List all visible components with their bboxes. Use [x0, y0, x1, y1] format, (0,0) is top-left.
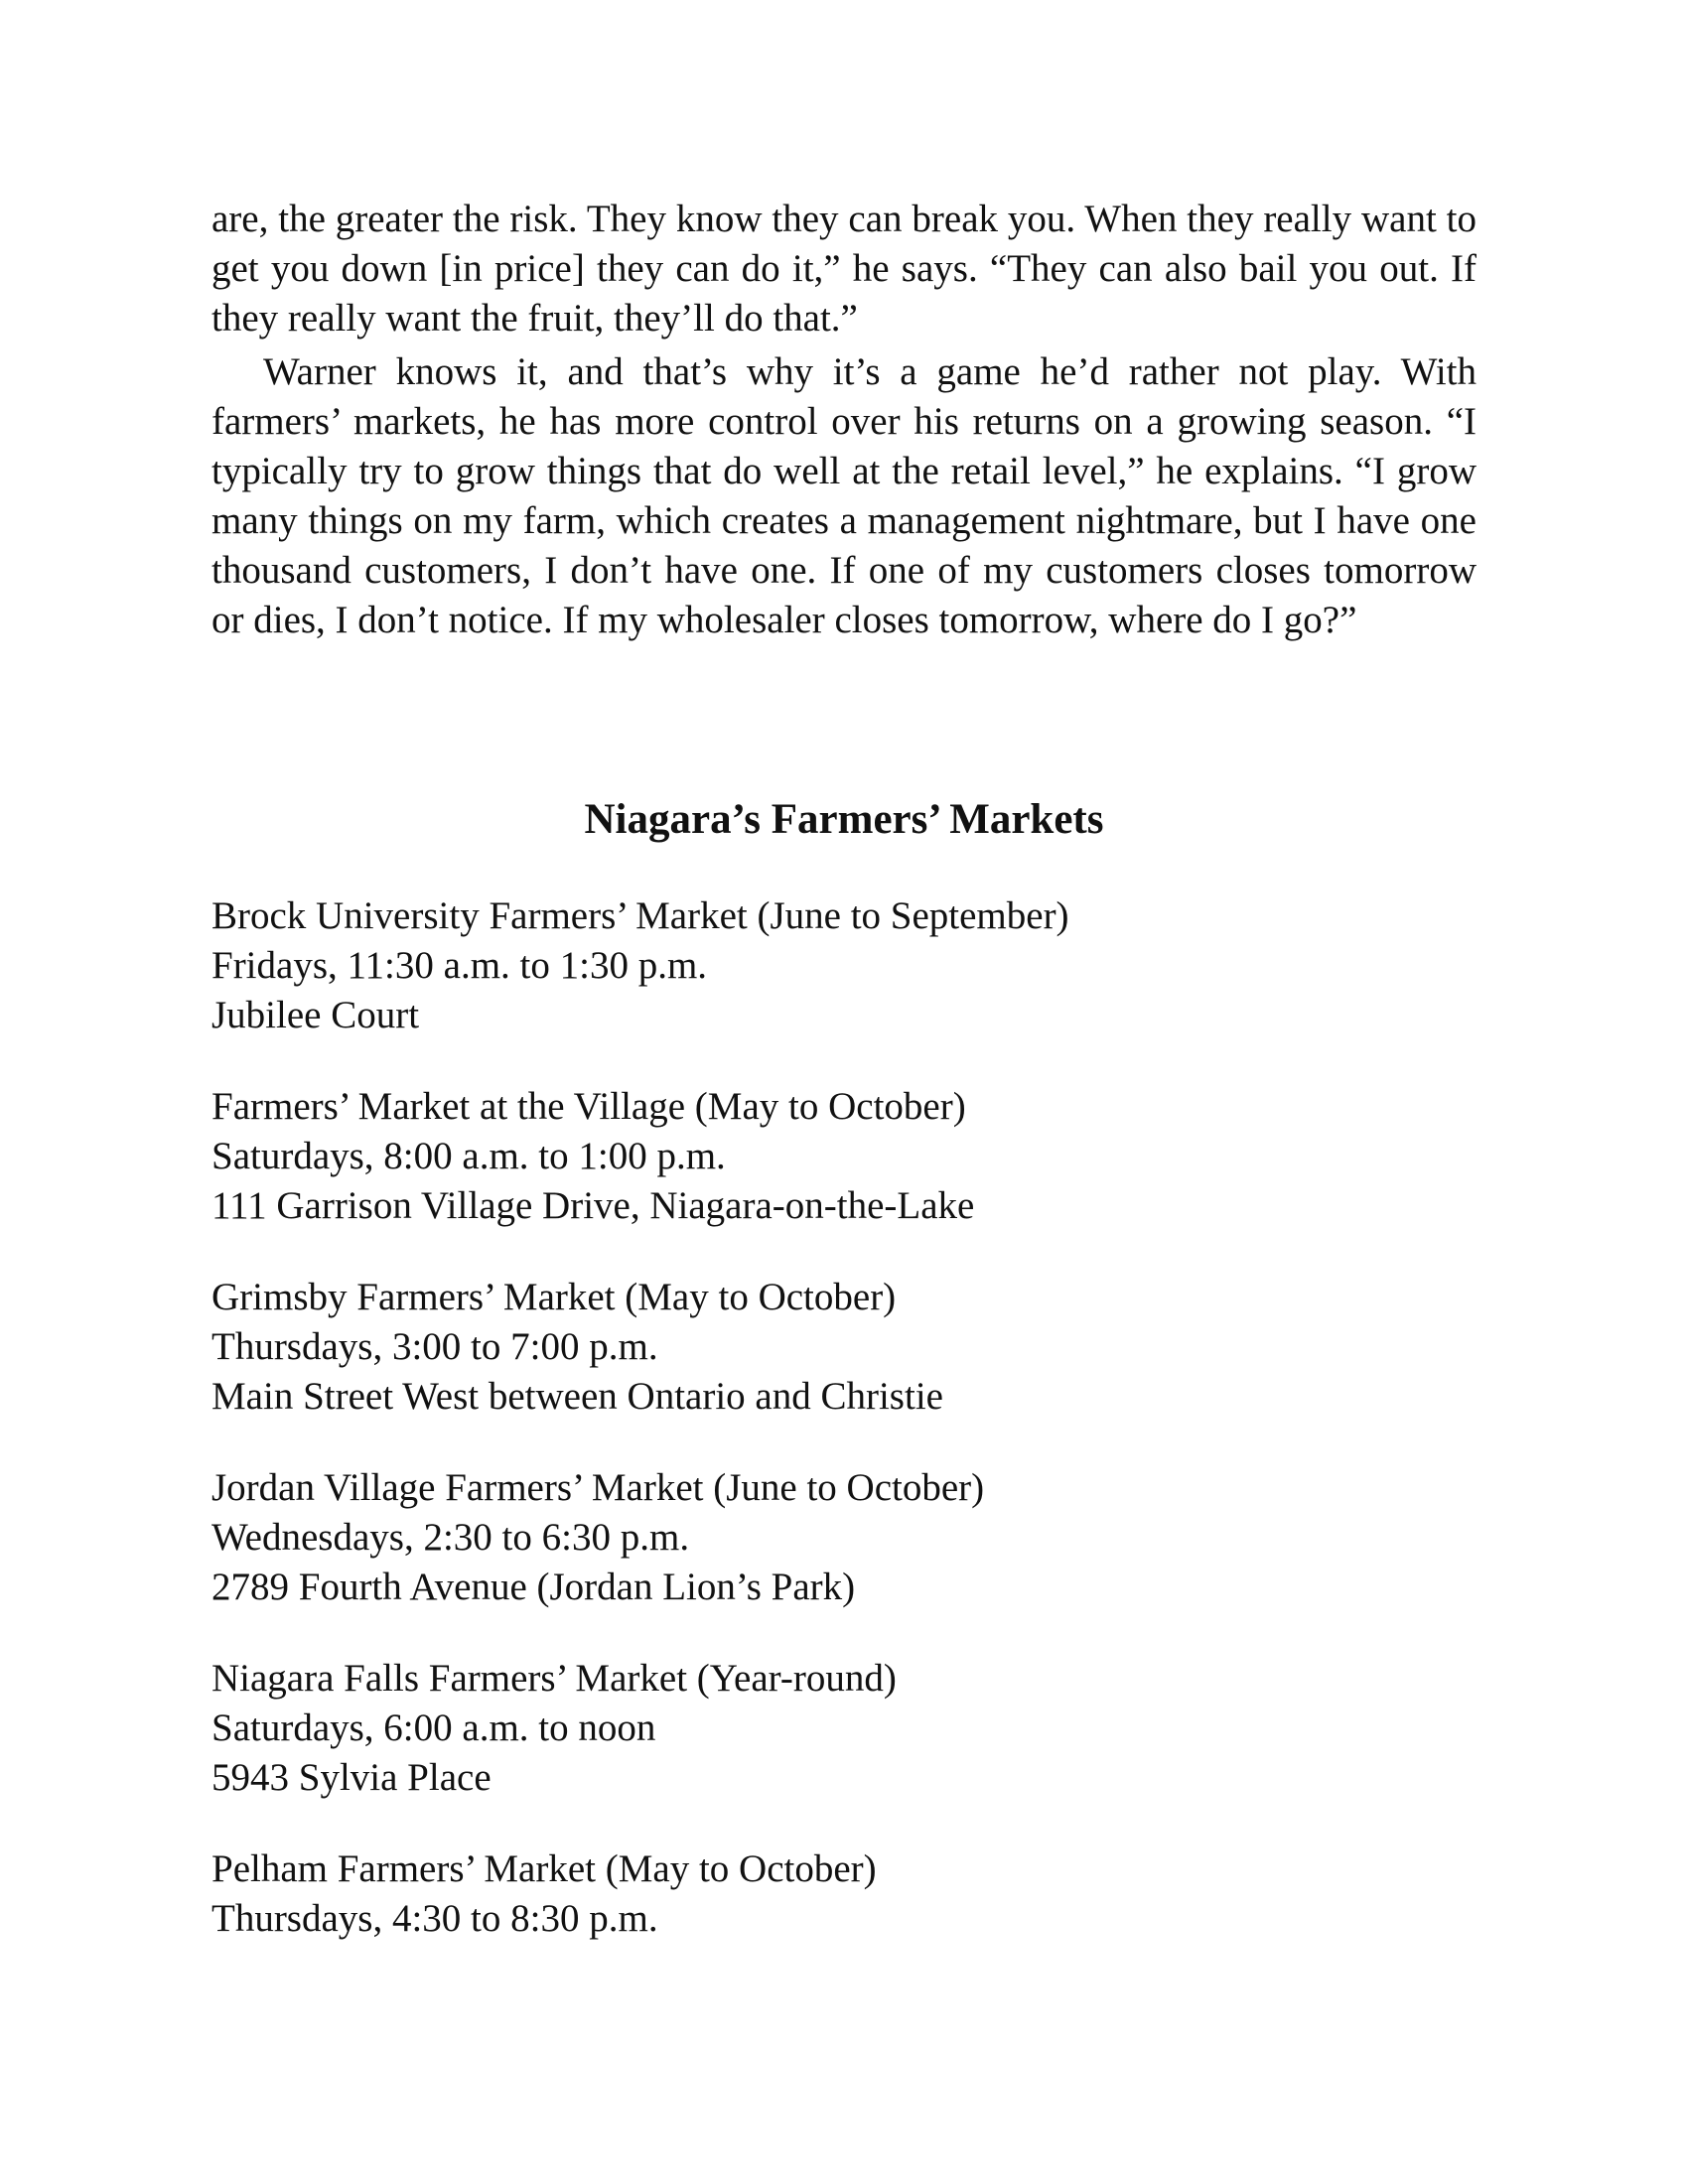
market-entry: [211, 1654, 1477, 1803]
market-name: Pelham Farmers’ Market (May to October): [211, 1847, 877, 1890]
market-name: Brock University Farmers’ Market (June to September): [211, 894, 1069, 937]
market-hours: Saturdays, 8:00 a.m. to 1:00 p.m.: [211, 1135, 726, 1177]
market-entry: [211, 1082, 1477, 1231]
market-entry: [211, 1463, 1477, 1612]
market-hours: Saturdays, 6:00 a.m. to noon: [211, 1706, 656, 1749]
market-location: 111 Garrison Village Drive, Niagara-on-the-Lake: [211, 1184, 975, 1227]
market-entry: [211, 1844, 1477, 1944]
market-hours: Thursdays, 4:30 to 8:30 p.m.: [211, 1897, 658, 1940]
market-location: Jubilee Court: [211, 994, 420, 1036]
market-hours: Thursdays, 3:00 to 7:00 p.m.: [211, 1325, 658, 1368]
market-hours: Wednesdays, 2:30 to 6:30 p.m.: [211, 1516, 690, 1559]
document-page: [211, 195, 1477, 1940]
body-paragraph: Warner knows it, and that’s why it’s a game he’d rather not play. With farmers’ markets, he has more control over his returns on a growing season. “I typically try to grow things that do well at the retail level,” he explains. “I grow many things on my farm, which creates a management nightmare, but I have one thousand customers, I don’t have one. If one of my customers closes tomorrow or dies, I don’t notice. If my wholesaler closes tomorrow, where do I go?”: [211, 350, 1477, 641]
body-paragraph: are, the greater the risk. They know they can break you. When they really want to get you down [in price] they can do it,” he says. “They can also bail you out. If they really want the fruit, they’ll do that.”: [211, 198, 1477, 340]
market-name: Grimsby Farmers’ Market (May to October): [211, 1276, 897, 1318]
market-entry: [211, 891, 1477, 1040]
market-name: Jordan Village Farmers’ Market (June to October): [211, 1466, 985, 1509]
market-hours: Fridays, 11:30 a.m. to 1:30 p.m.: [211, 944, 708, 987]
market-location: Main Street West between Ontario and Christie: [211, 1375, 943, 1418]
market-list: [211, 891, 1477, 1985]
section-title: Niagara’s Farmers’ Markets: [584, 796, 1104, 843]
market-location: 2789 Fourth Avenue (Jordan Lion’s Park): [211, 1566, 856, 1608]
market-name: Niagara Falls Farmers’ Market (Year-round): [211, 1657, 897, 1700]
market-location: 5943 Sylvia Place: [211, 1756, 492, 1799]
market-name: Farmers’ Market at the Village (May to October): [211, 1085, 966, 1128]
market-entry: [211, 1273, 1477, 1422]
